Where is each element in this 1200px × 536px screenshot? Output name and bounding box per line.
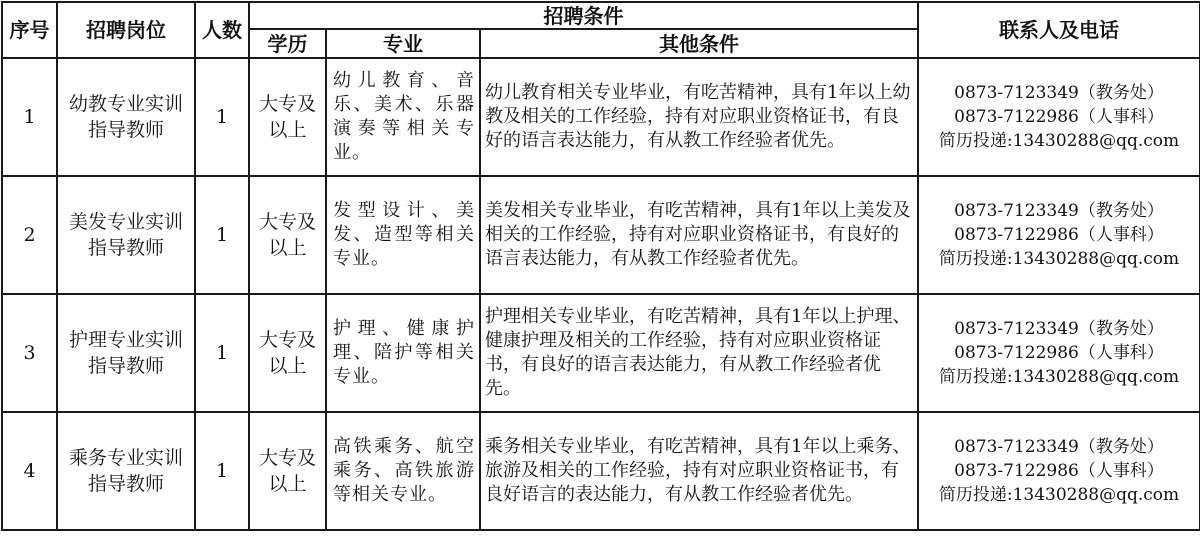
cell-other: 幼儿教育相关专业毕业，有吃苦精神，具有1年以上幼教及相关的工作经验，持有对应职业资格证书，有良好的语言表达能力，有从教工作经验者优先。 (480, 58, 918, 176)
cell-contact (918, 176, 1200, 294)
table-row (2, 58, 1200, 176)
cell-major: 幼儿教育、音乐、美术、乐器演奏等相关专业。 (326, 58, 480, 176)
contact-email: 简历投递:13430288@qq.com (938, 249, 1180, 269)
cell-education: 大专及以上 (249, 58, 326, 176)
contact-phone-academic: 0873-7123349（教务处） (954, 437, 1164, 457)
cell-major: 护理、健康护理、陪护等相关专业。 (326, 294, 480, 412)
cell-other: 美发相关专业毕业，有吃苦精神，具有1年以上美发及相关的工作经验，持有对应职业资格证书，有良好的语言表达能力，有从教工作经验者优先。 (480, 176, 918, 294)
cell-count: 1 (195, 58, 249, 176)
header-post: 招聘岗位 (57, 2, 195, 58)
cell-seq: 2 (2, 176, 57, 294)
table-row (2, 294, 1200, 412)
header-seq: 序号 (2, 2, 57, 58)
header-major: 专业 (326, 29, 480, 58)
cell-contact (918, 412, 1200, 530)
table-row (2, 176, 1200, 294)
contact-phone-hr: 0873-7122986（人事科） (954, 225, 1164, 245)
cell-post: 美发专业实训指导教师 (57, 176, 195, 294)
cell-seq: 1 (2, 58, 57, 176)
cell-contact (918, 294, 1200, 412)
contact-phone-hr: 0873-7122986（人事科） (954, 461, 1164, 481)
contact-email: 简历投递:13430288@qq.com (938, 131, 1180, 151)
cell-count: 1 (195, 294, 249, 412)
cell-other: 护理相关专业毕业，有吃苦精神，具有1年以上护理、健康护理及相关的工作经验，持有对应职业资格证书，有良好的语言表达能力，有从教工作经验者优先。 (480, 294, 918, 412)
cell-post: 护理专业实训指导教师 (57, 294, 195, 412)
contact-email: 简历投递:13430288@qq.com (938, 485, 1180, 505)
cell-major: 高铁乘务、航空乘务、高铁旅游等相关专业。 (326, 412, 480, 530)
contact-phone-hr: 0873-7122986（人事科） (954, 107, 1164, 127)
recruitment-table (1, 1, 1200, 531)
cell-count: 1 (195, 176, 249, 294)
header-other: 其他条件 (480, 29, 918, 58)
header-contact: 联系人及电话 (918, 2, 1200, 58)
cell-other: 乘务相关专业毕业，有吃苦精神，具有1年以上乘务、旅游及相关的工作经验，持有对应职业资格证书，有良好语言的表达能力，有从教工作经验者优先。 (480, 412, 918, 530)
cell-seq: 3 (2, 294, 57, 412)
cell-contact (918, 58, 1200, 176)
table-row (2, 412, 1200, 530)
contact-phone-academic: 0873-7123349（教务处） (954, 201, 1164, 221)
cell-education: 大专及以上 (249, 176, 326, 294)
cell-post: 乘务专业实训指导教师 (57, 412, 195, 530)
cell-seq: 4 (2, 412, 57, 530)
header-count: 人数 (195, 2, 249, 58)
header-education: 学历 (249, 29, 326, 58)
cell-major: 发型设计、美发、造型等相关专业。 (326, 176, 480, 294)
cell-count: 1 (195, 412, 249, 530)
contact-phone-hr: 0873-7122986（人事科） (954, 343, 1164, 363)
contact-phone-academic: 0873-7123349（教务处） (954, 319, 1164, 339)
cell-post: 幼教专业实训指导教师 (57, 58, 195, 176)
contact-email: 简历投递:13430288@qq.com (938, 367, 1180, 387)
contact-phone-academic: 0873-7123349（教务处） (954, 83, 1164, 103)
header-conditions: 招聘条件 (249, 2, 918, 29)
cell-education: 大专及以上 (249, 294, 326, 412)
cell-education: 大专及以上 (249, 412, 326, 530)
